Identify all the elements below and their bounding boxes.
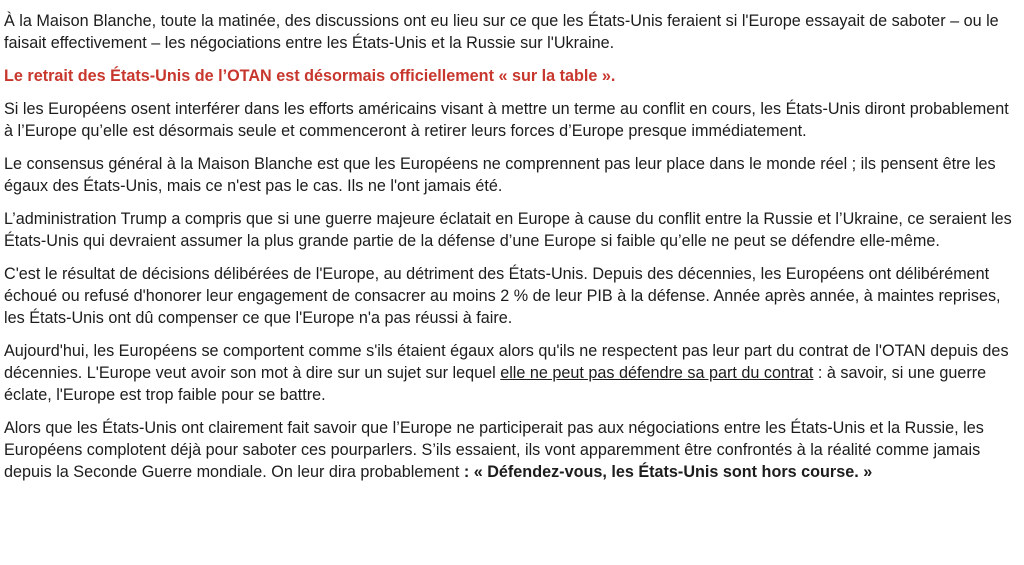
paragraph-europe-alone: Si les Européens osent interférer dans les efforts américains visant à mettre un terme au conflit en cours, les États-Unis diront probablement à l’Europe qu’elle est désormais seule et commenceront à retirer leurs forces d’Europe presque immédiatement. xyxy=(4,100,1009,140)
paragraph-deliberate-decisions: C'est le résultat de décisions délibérées de l'Europe, au détriment des États-Unis. Depuis des décennies, les Européens ont délibérément échoué ou refusé d'honorer leur engagement de consacrer au moins 2 % de leur PIB à la défense. Année après année, à maintes reprises, les États-Unis ont dû compenser ce que l'Europe n'a pas réussi à faire. xyxy=(4,265,1001,327)
article-body xyxy=(4,10,1020,494)
paragraph-negotiations-text: Alors que les États-Unis ont clairement fait savoir que l’Europe ne participerait pas aux négociations entre les États-Unis et la Russie, les Européens complotent déjà pour saboter ces pourparlers. S’ils essaient, ils vont apparemment être confrontés à la réalité comme jamais depuis la Seconde Guerre mondiale. On leur dira probablement xyxy=(4,419,984,481)
paragraph-negotiations xyxy=(4,417,1020,483)
paragraph-today-text-after: : à savoir, si une guerre éclate, l'Europe est trop faible pour se battre. xyxy=(4,364,987,404)
paragraph-consensus: Le consensus général à la Maison Blanche est que les Européens ne comprennent pas leur place dans le monde réel ; ils pensent être les égaux des États-Unis, mais ce n'est pas le cas. Ils ne l'ont jamais été. xyxy=(4,155,996,195)
paragraph-trump-administration: L’administration Trump a compris que si une guerre majeure éclatait en Europe à cause du conflit entre la Russie et l’Ukraine, ce seraient les États-Unis qui devraient assumer la plus grande partie de la défense d’une Europe si faible qu’elle ne peut se défendre elle-même. xyxy=(4,210,1012,250)
closing-quote: : « Défendez-vous, les États-Unis sont hors course. » xyxy=(463,463,873,481)
paragraph-today-text-before: Aujourd'hui, les Européens se comportent comme s'ils étaient égaux alors qu'ils ne respectent pas leur part du contrat de l'OTAN depuis des décennies. L'Europe veut avoir son mot à dire sur un sujet sur lequel xyxy=(4,342,1009,382)
headline-highlight: Le retrait des États-Unis de l’OTAN est désormais officiellement « sur la table ». xyxy=(4,67,616,85)
contract-link[interactable]: elle ne peut pas défendre sa part du contrat xyxy=(500,364,814,382)
paragraph-today xyxy=(4,340,1020,406)
paragraph-intro: À la Maison Blanche, toute la matinée, des discussions ont eu lieu sur ce que les États-Unis feraient si l'Europe essayait de saboter – ou le faisait effectivement – les négociations entre les États-Unis et la Russie sur l'Ukraine. xyxy=(4,12,999,52)
